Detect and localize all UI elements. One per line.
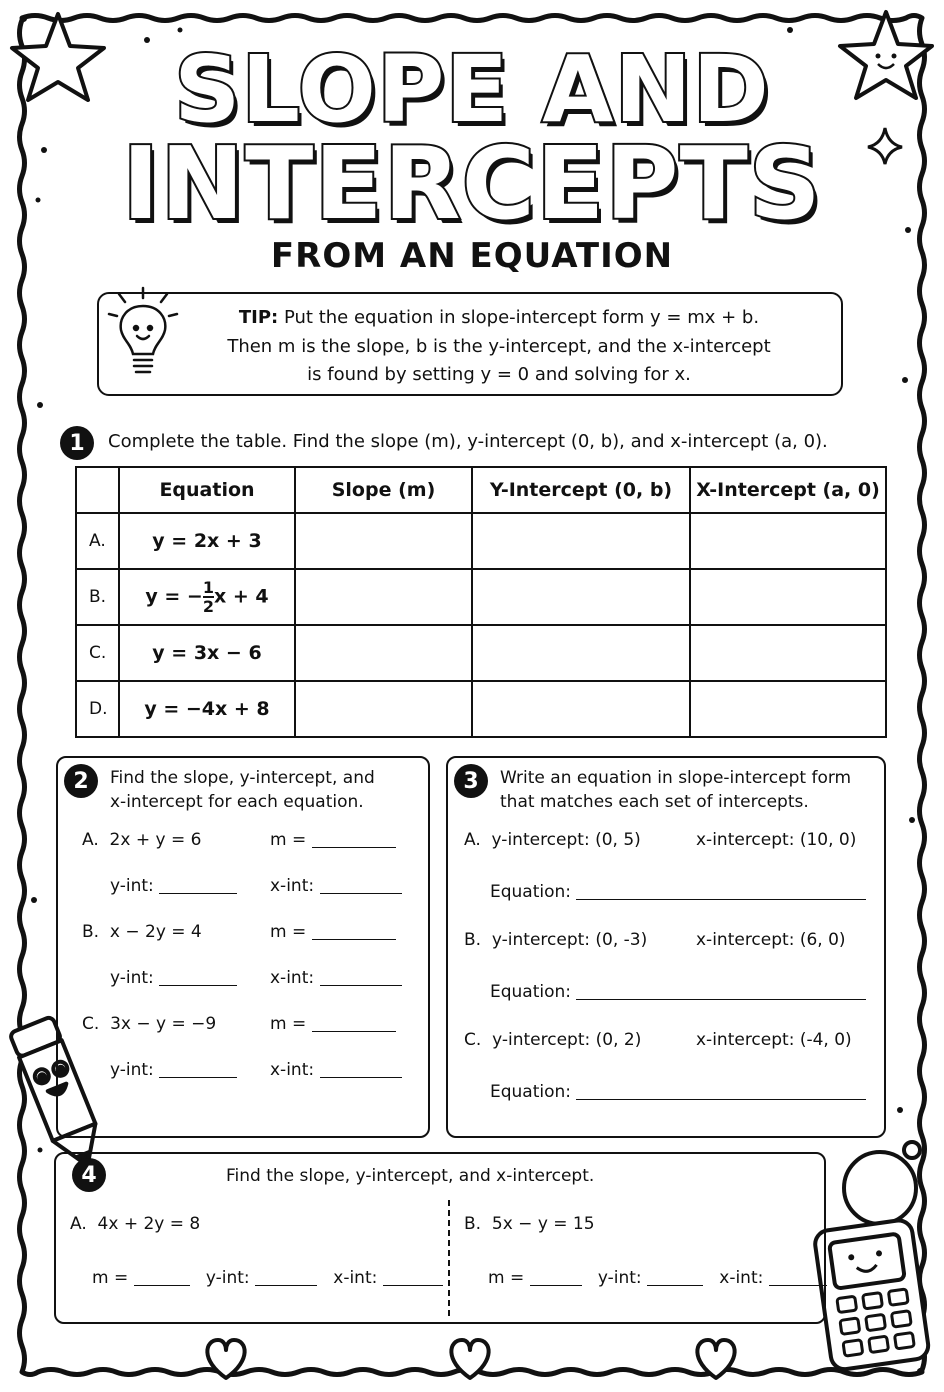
item-a: A. y-intercept: (0, 5) — [464, 830, 641, 850]
slope-cell[interactable] — [295, 681, 472, 737]
section-4-number: 4 — [72, 1158, 106, 1192]
section-1-number: 1 — [60, 426, 94, 460]
equation-blank[interactable] — [576, 1099, 866, 1100]
slope-blank[interactable] — [312, 847, 396, 848]
answer-fields-a: m = y-int: x-int: — [92, 1268, 443, 1288]
equation-field: Equation: — [490, 1082, 866, 1102]
section-4-instruction: Find the slope, y-intercept, and x-intercept. — [226, 1166, 595, 1186]
tip-line-2: Then m is the slope, b is the y-intercept, and the x-intercept — [227, 335, 771, 357]
item-b: B. 5x − y = 15 — [464, 1214, 595, 1234]
title-line-1: SLOPE AND — [174, 36, 770, 143]
tip-label: TIP: — [238, 307, 279, 328]
slope-field: m = — [270, 830, 396, 850]
item-a: A. 2x + y = 6 — [82, 830, 202, 850]
y-intercept-cell[interactable] — [472, 513, 690, 569]
equation: 4x + 2y = 8 — [97, 1214, 201, 1234]
tip-line-1: TIP: Put the equation in slope-intercept form y = mx + b. — [238, 307, 760, 328]
table-header: X-Intercept (a, 0) — [690, 467, 886, 513]
row-label: D. — [76, 681, 119, 737]
fraction: $\frac{1}{2}$ — [202, 578, 214, 616]
answer-fields-b: m = y-int: x-int: — [488, 1268, 827, 1288]
slope-cell[interactable] — [295, 569, 472, 625]
y-int-field: y-int: — [110, 876, 237, 896]
table-header: Slope (m) — [295, 467, 472, 513]
row-equation: y = 2x + 3 — [119, 513, 295, 569]
row-equation: y = −4x + 8 — [119, 681, 295, 737]
section-2-box — [56, 756, 430, 1138]
table-header: Y-Intercept (0, b) — [472, 467, 690, 513]
slope-field: m = — [270, 1014, 396, 1034]
slope-blank[interactable] — [530, 1285, 582, 1286]
subtitle: FROM AN EQUATION — [270, 236, 674, 276]
table-header-row — [76, 467, 886, 513]
equation-field: Equation: — [490, 982, 866, 1002]
equation-blank[interactable] — [576, 899, 866, 900]
x-intercept: x-intercept: (-4, 0) — [696, 1030, 852, 1050]
slope-cell[interactable] — [295, 513, 472, 569]
tip-box — [97, 292, 843, 396]
equation: 3x − y = −9 — [110, 1014, 217, 1034]
table-row — [76, 569, 886, 625]
x-intercept: x-intercept: (6, 0) — [696, 930, 846, 950]
slope-field: m = — [270, 922, 396, 942]
title-line-2: INTERCEPTS — [122, 125, 822, 242]
table-header: Equation — [119, 467, 295, 513]
intercepts-table — [75, 466, 887, 738]
y-intercept-cell[interactable] — [472, 569, 690, 625]
slope-cell[interactable] — [295, 625, 472, 681]
equation-blank[interactable] — [576, 999, 866, 1000]
section-2-instruction: Find the slope, y-intercept, and x-intercept for each equation. — [110, 768, 375, 812]
item-b: B. y-intercept: (0, -3) — [464, 930, 648, 950]
equation: 2x + y = 6 — [109, 830, 202, 850]
section-3-box — [446, 756, 886, 1138]
slope-blank[interactable] — [134, 1285, 190, 1286]
y-intercept-cell[interactable] — [472, 625, 690, 681]
row-equation: y = 3x − 6 — [119, 625, 295, 681]
y-int-field: y-int: — [110, 968, 237, 988]
x-int-blank[interactable] — [320, 985, 402, 986]
table-row — [76, 513, 886, 569]
slope-blank[interactable] — [312, 939, 396, 940]
x-intercept: x-intercept: (10, 0) — [696, 830, 857, 850]
x-int-blank[interactable] — [769, 1285, 827, 1286]
y-intercept-cell[interactable] — [472, 681, 690, 737]
item-a: A. 4x + 2y = 8 — [70, 1214, 201, 1234]
x-int-field: x-int: — [270, 1060, 402, 1080]
x-int-field: x-int: — [270, 968, 402, 988]
y-int-blank[interactable] — [159, 985, 237, 986]
table-row — [76, 681, 886, 737]
section-4-box — [54, 1152, 826, 1324]
item-c: C. y-intercept: (0, 2) — [464, 1030, 642, 1050]
calculator-character-icon — [813, 1142, 930, 1371]
row-label: A. — [76, 513, 119, 569]
section-2-number: 2 — [64, 764, 98, 798]
x-int-field: x-int: — [270, 876, 402, 896]
x-intercept-cell[interactable] — [690, 681, 886, 737]
x-int-blank[interactable] — [383, 1285, 443, 1286]
item-b: B. x − 2y = 4 — [82, 922, 202, 942]
equation-field: Equation: — [490, 882, 866, 902]
y-int-blank[interactable] — [159, 893, 237, 894]
section-1-instruction: Complete the table. Find the slope (m), y-intercept (0, b), and x-intercept (a, 0). — [108, 431, 828, 452]
row-label: B. — [76, 569, 119, 625]
section-3-number: 3 — [454, 764, 488, 798]
y-int-blank[interactable] — [255, 1285, 317, 1286]
table-header — [76, 467, 119, 513]
y-int-blank[interactable] — [647, 1285, 703, 1286]
x-int-blank[interactable] — [320, 1077, 402, 1078]
x-int-blank[interactable] — [320, 893, 402, 894]
slope-blank[interactable] — [312, 1031, 396, 1032]
equation: x − 2y = 4 — [109, 922, 202, 942]
row-label: C. — [76, 625, 119, 681]
x-intercept-cell[interactable] — [690, 513, 886, 569]
equation: 5x − y = 15 — [491, 1214, 595, 1234]
item-c: C. 3x − y = −9 — [82, 1014, 217, 1034]
lightbulb-icon — [105, 284, 185, 384]
divider — [448, 1200, 450, 1316]
x-intercept-cell[interactable] — [690, 569, 886, 625]
tip-line-3: is found by setting y = 0 and solving for x. — [307, 364, 691, 385]
y-int-blank[interactable] — [159, 1077, 237, 1078]
table-row — [76, 625, 886, 681]
row-equation: y = − $\frac{1}{2}$ x + 4 — [119, 569, 295, 625]
x-intercept-cell[interactable] — [690, 625, 886, 681]
section-3-instruction: Write an equation in slope-intercept form that matches each set of intercepts. — [500, 768, 852, 812]
y-int-field: y-int: — [110, 1060, 237, 1080]
